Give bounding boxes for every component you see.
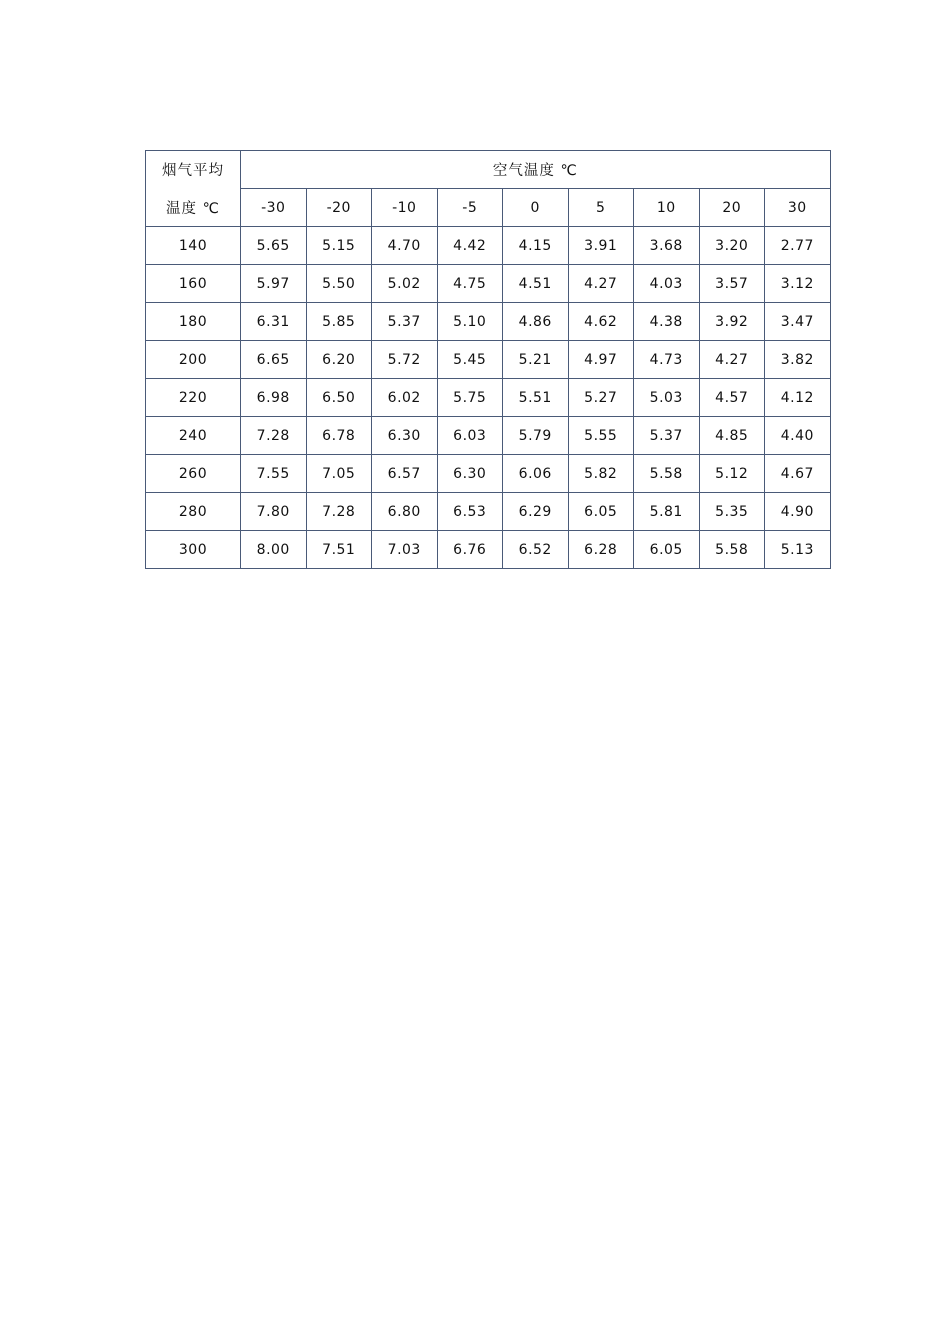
column-header: 20 [699, 189, 765, 227]
table-cell: 4.86 [503, 303, 569, 341]
table-cell: 2.77 [765, 227, 831, 265]
table-cell: 5.45 [437, 341, 503, 379]
table-cell: 7.28 [241, 417, 307, 455]
table-cell: 4.75 [437, 265, 503, 303]
table-row [146, 493, 831, 531]
table-cell: 5.51 [503, 379, 569, 417]
table-cell: 5.37 [634, 417, 700, 455]
table-cell: 7.51 [306, 531, 372, 569]
table-cell: 4.38 [634, 303, 700, 341]
table-cell: 5.27 [568, 379, 634, 417]
stub-header-line2: 温度 ℃ [146, 189, 241, 227]
header-row-columns [146, 189, 831, 227]
column-header: -10 [372, 189, 438, 227]
table-cell: 6.80 [372, 493, 438, 531]
table-cell: 6.52 [503, 531, 569, 569]
table-cell: 5.82 [568, 455, 634, 493]
table-cell: 4.57 [699, 379, 765, 417]
table-cell: 5.13 [765, 531, 831, 569]
table-cell: 5.97 [241, 265, 307, 303]
table-cell: 7.05 [306, 455, 372, 493]
table-cell: 5.79 [503, 417, 569, 455]
table-cell: 5.81 [634, 493, 700, 531]
table-cell: 3.91 [568, 227, 634, 265]
column-header: -20 [306, 189, 372, 227]
table-cell: 4.51 [503, 265, 569, 303]
table-cell: 3.68 [634, 227, 700, 265]
table-cell: 6.05 [634, 531, 700, 569]
table-cell: 6.06 [503, 455, 569, 493]
table-cell: 6.53 [437, 493, 503, 531]
table-cell: 5.58 [699, 531, 765, 569]
table-body [146, 151, 831, 569]
table-cell: 4.97 [568, 341, 634, 379]
table-cell: 5.02 [372, 265, 438, 303]
table-cell: 4.70 [372, 227, 438, 265]
table-cell: 5.21 [503, 341, 569, 379]
table-cell: 6.28 [568, 531, 634, 569]
table-cell: 3.47 [765, 303, 831, 341]
air-temperature-header: 空气温度 ℃ [241, 151, 831, 189]
table-cell: 5.85 [306, 303, 372, 341]
column-header: -30 [241, 189, 307, 227]
row-label: 280 [146, 493, 241, 531]
row-label: 200 [146, 341, 241, 379]
table-cell: 8.00 [241, 531, 307, 569]
temperature-table [145, 150, 831, 569]
table-cell: 5.12 [699, 455, 765, 493]
column-header: 0 [503, 189, 569, 227]
table-row [146, 417, 831, 455]
table-cell: 5.03 [634, 379, 700, 417]
table-cell: 6.50 [306, 379, 372, 417]
table-cell: 5.72 [372, 341, 438, 379]
table-cell: 3.12 [765, 265, 831, 303]
column-header: 5 [568, 189, 634, 227]
table-cell: 6.30 [372, 417, 438, 455]
row-label: 260 [146, 455, 241, 493]
table-cell: 4.03 [634, 265, 700, 303]
table-cell: 4.73 [634, 341, 700, 379]
table-cell: 3.82 [765, 341, 831, 379]
table-cell: 5.50 [306, 265, 372, 303]
table-cell: 5.65 [241, 227, 307, 265]
table-cell: 4.27 [568, 265, 634, 303]
column-header: 10 [634, 189, 700, 227]
table-cell: 6.31 [241, 303, 307, 341]
table-cell: 5.15 [306, 227, 372, 265]
table-cell: 5.37 [372, 303, 438, 341]
table-cell: 5.75 [437, 379, 503, 417]
table-cell: 4.40 [765, 417, 831, 455]
table-cell: 6.57 [372, 455, 438, 493]
table-cell: 6.76 [437, 531, 503, 569]
table-cell: 6.03 [437, 417, 503, 455]
stub-header-line1: 烟气平均 [146, 151, 241, 189]
table-cell: 3.92 [699, 303, 765, 341]
table-cell: 7.55 [241, 455, 307, 493]
table-row [146, 265, 831, 303]
table-cell: 3.57 [699, 265, 765, 303]
table-cell: 4.15 [503, 227, 569, 265]
table-cell: 6.98 [241, 379, 307, 417]
table-cell: 4.42 [437, 227, 503, 265]
table-row [146, 379, 831, 417]
row-label: 220 [146, 379, 241, 417]
table-cell: 6.02 [372, 379, 438, 417]
table-cell: 4.67 [765, 455, 831, 493]
table-cell: 4.12 [765, 379, 831, 417]
table-cell: 6.05 [568, 493, 634, 531]
table-cell: 6.29 [503, 493, 569, 531]
table-cell: 4.27 [699, 341, 765, 379]
table-cell: 6.20 [306, 341, 372, 379]
table-row [146, 341, 831, 379]
row-label: 160 [146, 265, 241, 303]
table-cell: 6.78 [306, 417, 372, 455]
table-cell: 5.55 [568, 417, 634, 455]
table-cell: 4.62 [568, 303, 634, 341]
row-label: 140 [146, 227, 241, 265]
table-cell: 4.90 [765, 493, 831, 531]
table-row [146, 227, 831, 265]
header-row-group [146, 151, 831, 189]
table-row [146, 303, 831, 341]
table-cell: 7.28 [306, 493, 372, 531]
table-row [146, 531, 831, 569]
table-cell: 3.20 [699, 227, 765, 265]
column-header: -5 [437, 189, 503, 227]
table-row [146, 455, 831, 493]
table-cell: 4.85 [699, 417, 765, 455]
table-cell: 7.80 [241, 493, 307, 531]
column-header: 30 [765, 189, 831, 227]
table-cell: 5.10 [437, 303, 503, 341]
table-cell: 6.65 [241, 341, 307, 379]
table-cell: 5.35 [699, 493, 765, 531]
table-cell: 6.30 [437, 455, 503, 493]
table-cell: 5.58 [634, 455, 700, 493]
row-label: 180 [146, 303, 241, 341]
row-label: 300 [146, 531, 241, 569]
table-cell: 7.03 [372, 531, 438, 569]
row-label: 240 [146, 417, 241, 455]
